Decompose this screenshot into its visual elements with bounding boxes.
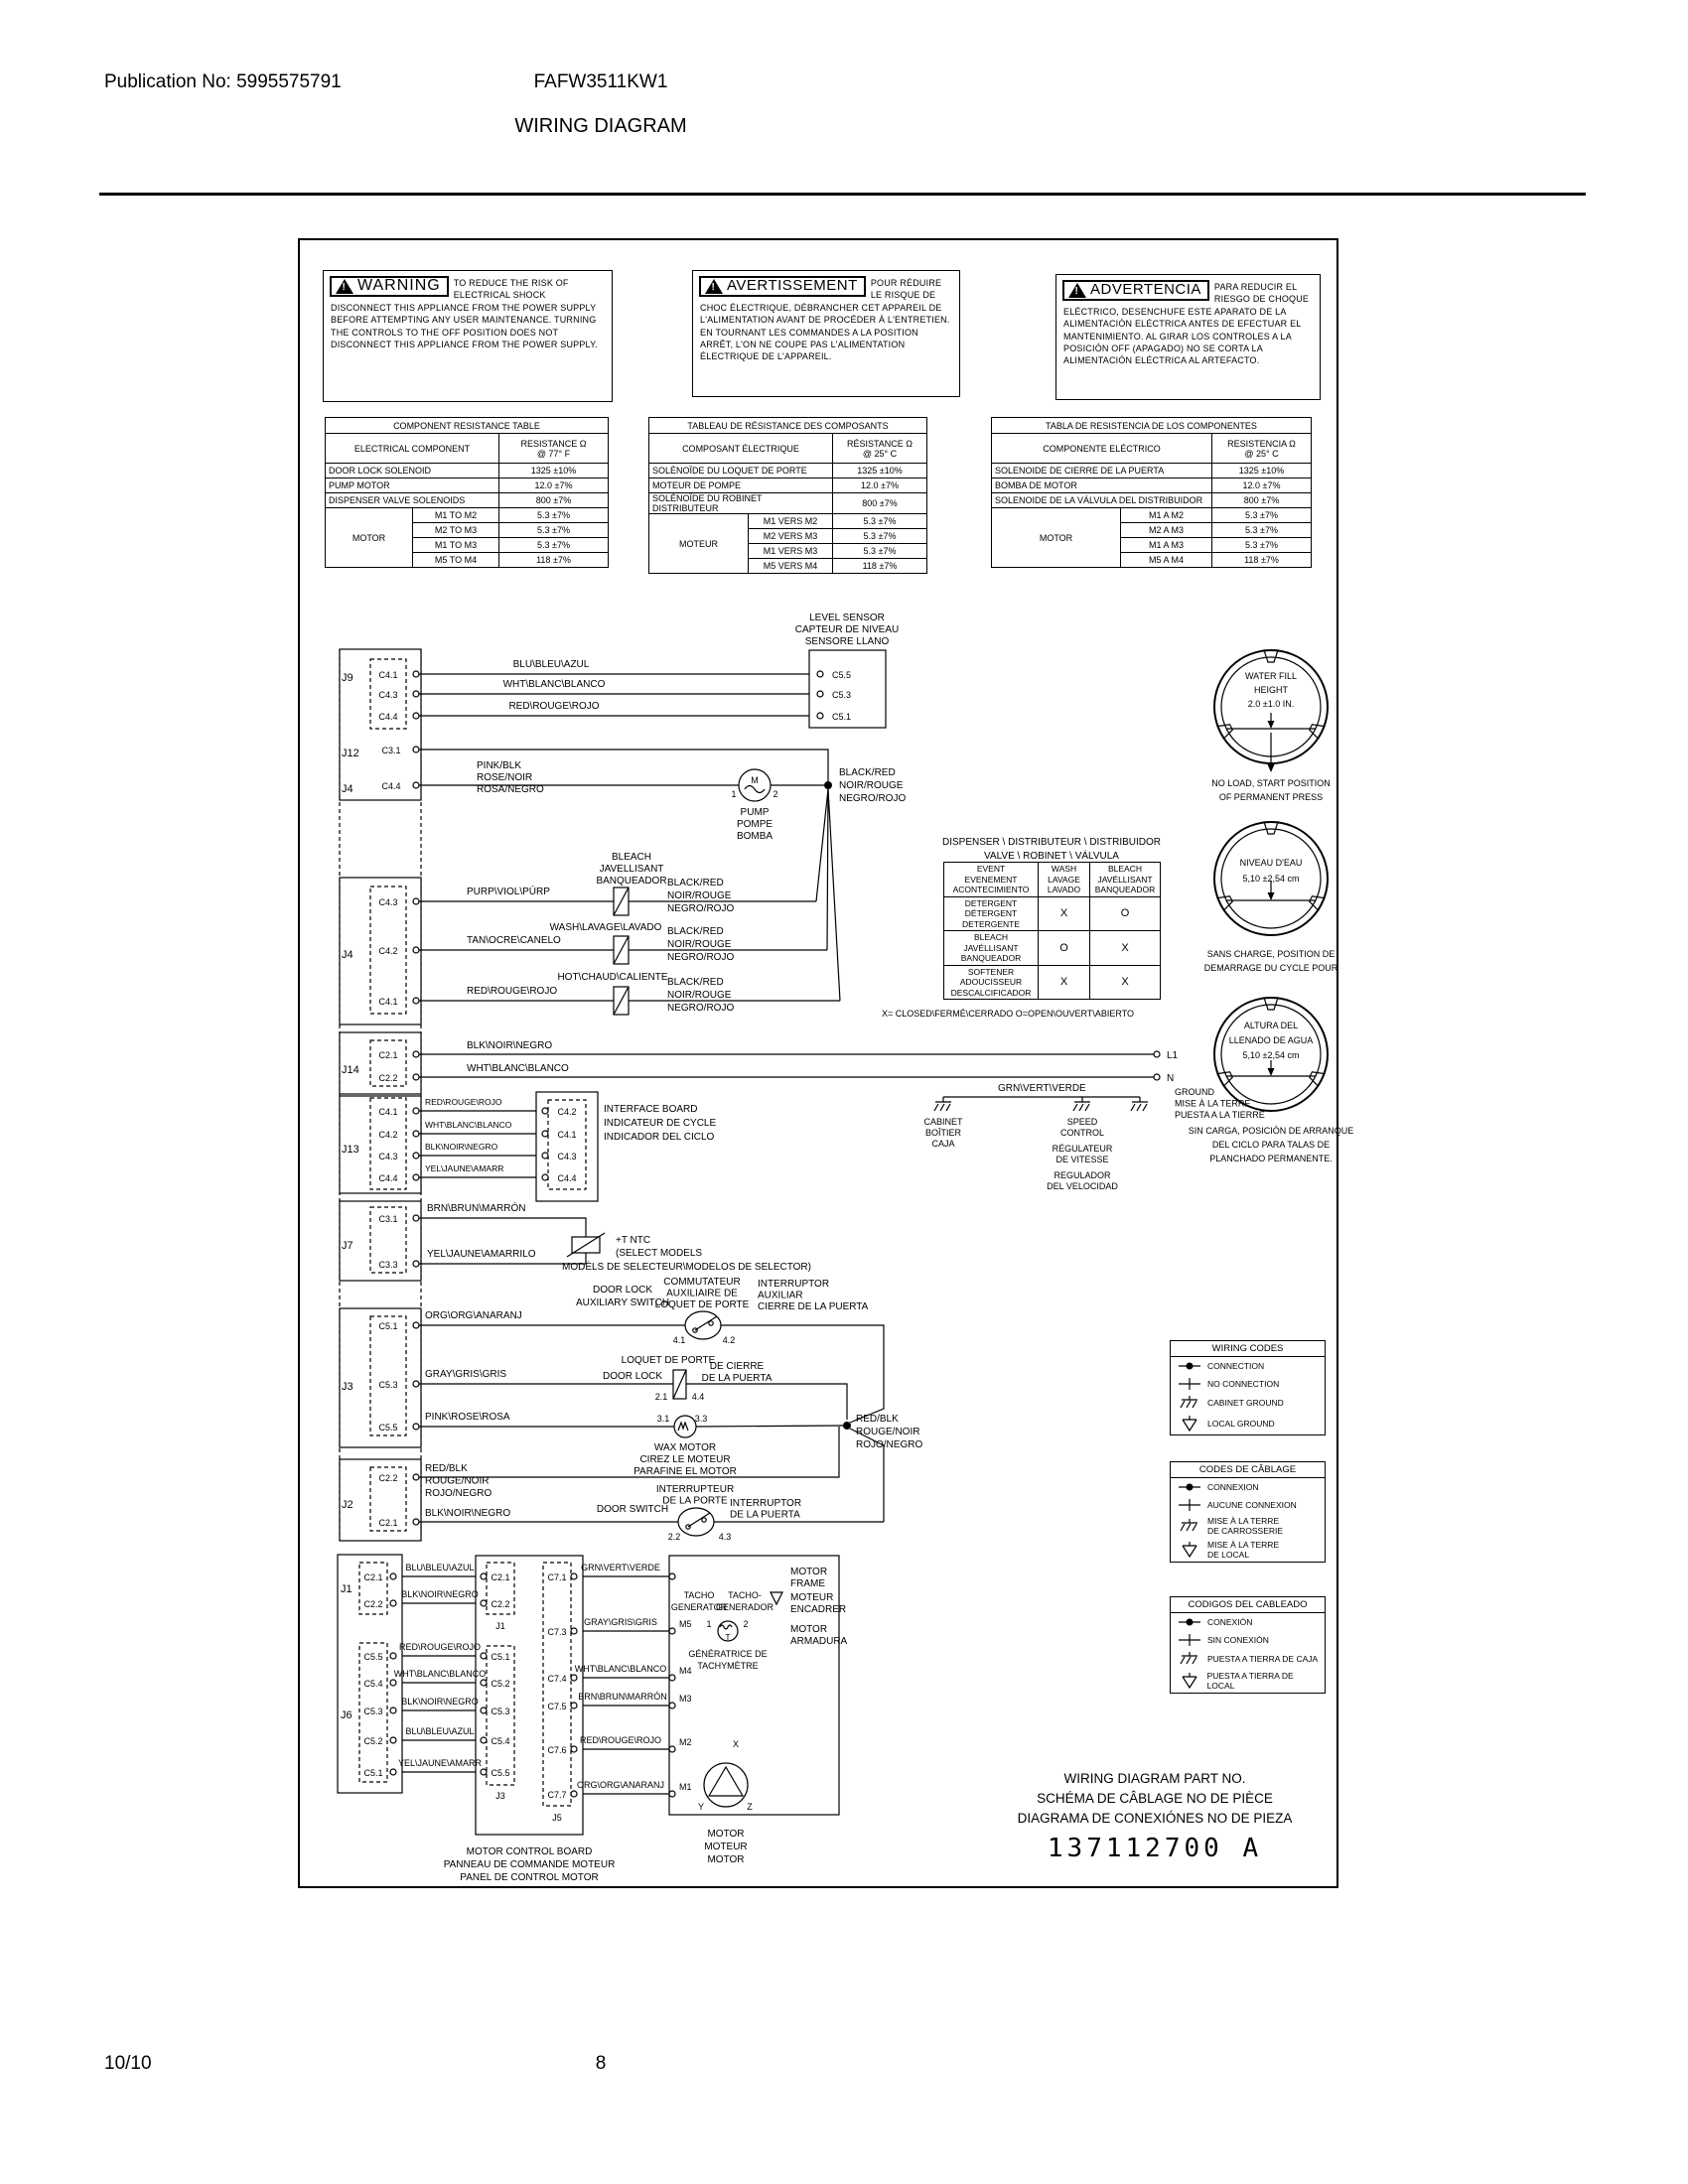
door-switch-label-fr: INTERRUPTEUR DE LA PORTE: [655, 1484, 735, 1507]
pin-label: C4.1: [378, 997, 398, 1007]
motor-terminal: M5: [679, 1619, 692, 1629]
tacho-symbol-letter: T: [725, 1632, 731, 1642]
wire-label: RED\ROUGE\ROJO: [579, 1735, 662, 1745]
col-header: RESISTENCIA Ω @ 25° C: [1212, 434, 1312, 464]
wire-label: RED/BLK ROUGE/NOIR ROJO/NEGRO: [425, 1463, 492, 1499]
legend-item: LOCAL GROUND: [1207, 1419, 1275, 1429]
table-title: COMPONENT RESISTANCE TABLE: [326, 418, 609, 434]
pin-label: C5.3: [363, 1706, 383, 1716]
cell: SOLENOIDE DE LA VÁLVULA DEL DISTRIBUIDOR: [992, 493, 1212, 508]
pin-label: C5.5: [378, 1423, 398, 1433]
partno-line: SCHÉMA DE CÂBLAGE NO DE PIÈCE: [1037, 1791, 1273, 1806]
cell: 5.3 ±7%: [833, 544, 927, 559]
legend-item: PUESTA A TIERRA DE CAJA: [1207, 1654, 1319, 1664]
pin-label: C2.2: [491, 1599, 510, 1609]
wire-label: BRN\BRUN\MARRÓN: [578, 1692, 667, 1702]
solenoid-label: BLEACH JAVELLISANT BANQUEADOR: [596, 852, 667, 887]
motor-terminal: Y: [697, 1802, 705, 1812]
pin-number: 2.2: [667, 1532, 681, 1542]
cell: M1 A M3: [1121, 538, 1212, 553]
pin-label: C5.1: [491, 1652, 510, 1662]
water-fill-text-es: ALTURA DEL LLENADO DE AGUA 5,10 ±2,54 cm: [1228, 1021, 1314, 1060]
cell: DOOR LOCK SOLENOID: [326, 464, 499, 478]
connector-label: J9: [342, 672, 353, 684]
tacho-label-en: TACHO GENERATOR: [670, 1590, 728, 1612]
motor-terminal: M3: [679, 1694, 692, 1704]
cell: 5.3 ±7%: [499, 523, 609, 538]
pin-label: C2.2: [378, 1473, 398, 1483]
cell: M2 A M3: [1121, 523, 1212, 538]
connector-label: J1: [341, 1583, 352, 1595]
pin-label: C4.3: [378, 897, 398, 907]
ntc-label: +T NTC: [616, 1235, 651, 1246]
pin-label: C4.1: [378, 1107, 398, 1117]
wire-label: WHT\BLANC\BLANCO: [574, 1664, 667, 1674]
wax-motor-label: WAX MOTOR CIREZ LE MOTEUR PARAFINE EL MOTOR: [633, 1442, 737, 1477]
pin-label: C4.3: [378, 690, 398, 700]
cell: O: [1039, 931, 1090, 966]
door-lock-aux-label-fr: COMMUTATEUR AUXILIAIRE DE LOQUET DE PORTE: [654, 1277, 750, 1310]
pin-label: C7.7: [547, 1790, 567, 1800]
cell: 1325 ±10%: [1212, 464, 1312, 478]
motor-frame-label-es: MOTOR ARMADURA: [790, 1624, 848, 1647]
wire-label: BRN\BRUN\MARRÓN: [427, 1203, 526, 1214]
pin-label: C4.4: [381, 781, 401, 791]
door-switch-label-es: INTERRUPTOR DE LA PUERTA: [730, 1498, 802, 1521]
pin-label: C2.1: [378, 1050, 398, 1060]
col-header: RESISTANCE Ω @ 77° F: [499, 434, 609, 464]
connector-label: J4: [342, 783, 353, 795]
table-title: TABLA DE RESISTENCIA DE LOS COMPONENTES: [992, 418, 1312, 434]
col-header: ELECTRICAL COMPONENT: [326, 434, 499, 464]
connector-label: J13: [342, 1144, 359, 1156]
page-title: WIRING DIAGRAM: [514, 115, 687, 137]
motor-frame-label-en: MOTOR FRAME: [790, 1567, 828, 1589]
pin-label: C5.5: [491, 1768, 510, 1778]
wire-label: RED\ROUGE\ROJO: [425, 1097, 502, 1107]
cell: SOLÉNOÏDE DU ROBINET DISTRIBUTEUR: [649, 493, 833, 514]
dispenser-title: DISPENSER \ DISTRIBUTEUR \ DISTRIBUIDOR: [941, 837, 1162, 848]
connector-label: J12: [342, 748, 359, 759]
speed-control-label-es: REGULADOR DEL VELOCIDAD: [1047, 1170, 1118, 1191]
water-fill-text: WATER FILL HEIGHT 2.0 ±1.0 IN.: [1244, 671, 1298, 709]
cell: M2 VERS M3: [749, 529, 833, 544]
interface-board-label: INTERFACE BOARD INDICATEUR DE CYCLE INDICADOR DEL CICLO: [604, 1104, 717, 1143]
cell: X: [1090, 965, 1161, 1000]
cell: PUMP MOTOR: [326, 478, 499, 493]
motor-label: MOTOR MOTEUR MOTOR: [704, 1829, 748, 1865]
pin-label: C7.1: [547, 1572, 567, 1582]
wire-label: YEL\JAUNE\AMARR: [397, 1758, 483, 1768]
part-number: 137112700 A: [1047, 1834, 1263, 1863]
footer-page-number: 8: [595, 2053, 607, 2074]
cell: M5 TO M4: [413, 553, 499, 568]
pin-label: C2.1: [491, 1572, 510, 1582]
pin-label: C4.1: [378, 670, 398, 680]
cell: SOFTENER ADOUCISSEUR DESCALCIFICADOR: [944, 965, 1039, 1000]
legend-item: CONNEXION: [1207, 1482, 1259, 1492]
wire-label: PURP\VIOL\PÚRP: [467, 887, 550, 897]
wire-label: ORG\ORG\ANARANJ: [425, 1310, 522, 1321]
tacho-label-fr: GÉNÉRATRICE DE TACHYMÈTRE: [688, 1649, 768, 1671]
cell: 118 ±7%: [499, 553, 609, 568]
cell: 118 ±7%: [1212, 553, 1312, 568]
cell: M1 VERS M2: [749, 514, 833, 529]
pump-label: PUMP POMPE BOMBA: [736, 807, 774, 842]
cell: X: [1039, 896, 1090, 931]
pin-label: C3.1: [381, 746, 401, 755]
pin-number: 1: [706, 1619, 712, 1629]
wire-label: RED\ROUGE\ROJO: [508, 701, 600, 712]
pin-label: C4.2: [378, 946, 398, 956]
door-lock-label-en: DOOR LOCK: [602, 1371, 663, 1382]
legend-item: NO CONNECTION: [1207, 1379, 1280, 1389]
warning-title-text: WARNING: [357, 277, 441, 295]
wire-label: GRN\VERT\VERDE: [581, 1563, 660, 1572]
connector-label: J4: [342, 949, 353, 961]
motor-terminal: Z: [747, 1802, 753, 1812]
solenoid-label: HOT\CHAUD\CALIENTE: [557, 972, 668, 983]
cell: SOLENOIDE DE CIERRE DE LA PUERTA: [992, 464, 1212, 478]
cell: M1 TO M3: [413, 538, 499, 553]
pin-number: 4.4: [691, 1392, 705, 1402]
pin-number: 3.1: [656, 1414, 670, 1424]
pin-number: 1: [731, 789, 737, 799]
cell: 800 ±7%: [833, 493, 927, 514]
pin-label: C5.5: [363, 1652, 383, 1662]
pin-label: C5.1: [363, 1768, 383, 1778]
water-fill-caption-es: SIN CARGA, POSICIÓN DE ARRANQUE DEL CICLO PARA TALAS DE PLANCHADO PERMANENTE.: [1188, 1126, 1354, 1163]
publication-number: Publication No: 5995575791: [104, 71, 342, 92]
wire-label: BLU\BLEU\AZUL: [512, 659, 590, 670]
level-sensor-label: LEVEL SENSOR CAPTEUR DE NIVEAU SENSORE LLANO: [794, 613, 900, 647]
table-title: TABLEAU DE RÉSISTANCE DES COMPOSANTS: [649, 418, 927, 434]
warning-body-fr: POUR RÉDUIRE LE RISQUE DE CHOC ÉLECTRIQUE, DÉBRANCHER CET APPAREIL DE L'ALIMENTATION AVANT DE PROCÉDER À L'ENTRETIEN. EN TOURNANT LES COMMANDES A LA POSITION ARRÊT, L'ON NE COUPE PAS L'ALIMENTATION ÉLECTRIQUE DE L'APPAREIL.: [700, 278, 950, 362]
wire-label: BLACK/RED NOIR/ROUGE NEGRO/ROJO: [667, 977, 735, 1014]
pin-label: C3.1: [378, 1214, 398, 1224]
speed-control-label: SPEED CONTROL: [1059, 1117, 1105, 1138]
wire-label: BLK\NOIR\NEGRO: [425, 1508, 511, 1519]
model-number: FAFW3511KW1: [533, 71, 668, 92]
pump-motor-symbol: [739, 769, 771, 801]
pin-label: C7.4: [547, 1674, 567, 1684]
pin-label: C5.1: [832, 712, 852, 722]
motor-frame-label-fr: MOTEUR ENCADRER: [790, 1592, 847, 1615]
legend-title: CODES DE CÂBLAGE: [1171, 1462, 1325, 1478]
col-header: COMPOSANT ÉLECTRIQUE: [649, 434, 833, 464]
motor-terminal: M4: [679, 1666, 692, 1676]
cell: MOTEUR: [649, 514, 749, 574]
pin-label: C4.4: [378, 1173, 398, 1183]
motor-symbol-letter: M: [751, 775, 759, 785]
legend-item: CONNECTION: [1207, 1361, 1265, 1371]
cell: 5.3 ±7%: [1212, 523, 1312, 538]
wire-label: PINK\ROSE\ROSA: [425, 1412, 510, 1423]
pin-label: C2.2: [378, 1073, 398, 1083]
wire-label: WHT\BLANC\BLANCO: [502, 679, 606, 690]
legend-title: WIRING CODES: [1171, 1341, 1325, 1357]
wire-label: WHT\BLANC\BLANCO: [467, 1063, 569, 1074]
pin-label: C4.2: [557, 1107, 577, 1117]
footer-revision: 10/10: [104, 2053, 152, 2074]
pin-label: C5.2: [363, 1736, 383, 1746]
wire-label: WHT\BLANC\BLANCO: [425, 1120, 512, 1130]
pin-label: C2.1: [378, 1518, 398, 1528]
cell: 5.3 ±7%: [499, 538, 609, 553]
pin-label: C5.5: [832, 670, 852, 680]
pin-number: 4.1: [672, 1335, 686, 1345]
cell: BOMBA DE MOTOR: [992, 478, 1212, 493]
cell: 5.3 ±7%: [833, 529, 927, 544]
pin-label: C7.5: [547, 1702, 567, 1711]
cell: 5.3 ±7%: [1212, 508, 1312, 523]
legend-item: AUCUNE CONNEXION: [1207, 1500, 1297, 1510]
door-lock-aux-label-en: DOOR LOCK AUXILIARY SWITCH: [575, 1285, 670, 1308]
wire-label: TAN\OCRE\CANELO: [467, 935, 561, 946]
pin-label: C2.1: [363, 1572, 383, 1582]
cell: 12.0 ±7%: [499, 478, 609, 493]
pin-number: 2: [773, 789, 778, 799]
wire-label: GRAY\GRIS\GRIS: [584, 1617, 657, 1627]
pin-label: C4.4: [557, 1173, 577, 1183]
cell: 1325 ±10%: [499, 464, 609, 478]
pin-number: 3.3: [694, 1414, 708, 1424]
pin-label: C7.6: [547, 1745, 567, 1755]
motor-terminal: M1: [679, 1782, 692, 1792]
cell: M1 A M2: [1121, 508, 1212, 523]
wire-label: BLU\BLEU\AZUL: [405, 1726, 475, 1736]
pin-number: 4.3: [718, 1532, 732, 1542]
wire-label: YEL\JAUNE\AMARR: [425, 1163, 504, 1173]
connector-label: J7: [342, 1240, 353, 1252]
legend-item: MISE À LA TERRE DE CARROSSERIE: [1207, 1516, 1284, 1536]
cell: 800 ±7%: [1212, 493, 1312, 508]
cell: SOLÉNOÏDE DU LOQUET DE PORTE: [649, 464, 833, 478]
pin-label: C2.2: [363, 1599, 383, 1609]
pin-label: C7.3: [547, 1627, 567, 1637]
cell: M5 VERS M4: [749, 559, 833, 574]
warning-body-es: PARA REDUCIR EL RIESGO DE CHOQUE ELÉCTRICO, DESENCHUFE ESTE APARATO DE LA ALIMENTACIÓN ELÉCTRICA ANTES DE EFECTUAR EL MANTENIMIENTO. AL GIRAR LOS CONTROLES A LA POSICIÓN OFF (APAGADO) NO SE CORTA LA ALIMENTACIÓN ELÉCTRICA AL ARTEFACTO.: [1063, 282, 1310, 366]
wire-label: RED/BLK ROUGE/NOIR ROJO/NEGRO: [856, 1414, 923, 1450]
ground-symbols: [934, 1097, 1148, 1111]
cell: 5.3 ±7%: [1212, 538, 1312, 553]
wire-label: WHT\BLANC\BLANCO: [393, 1669, 487, 1679]
cell: O: [1090, 896, 1161, 931]
pin-label: C5.3: [378, 1380, 398, 1390]
wire-label: BLACK/RED NOIR/ROUGE NEGRO/ROJO: [667, 926, 735, 963]
wire-label: RED\ROUGE\ROJO: [398, 1642, 482, 1652]
col-header: WASH LAVAGE LAVADO: [1039, 863, 1090, 897]
wire-label: BLK\NOIR\NEGRO: [425, 1142, 498, 1152]
cell: M5 A M4: [1121, 553, 1212, 568]
door-lock-label-es: DE CIERRE DE LA PUERTA: [701, 1361, 773, 1384]
wire-label: BLACK/RED NOIR/ROUGE NEGRO/ROJO: [667, 878, 735, 914]
pin-label: C5.3: [832, 690, 852, 700]
legend-item: SIN CONEXIÓN: [1207, 1635, 1269, 1645]
pin-label: C5.4: [363, 1679, 383, 1689]
cell: 800 ±7%: [499, 493, 609, 508]
wire-label: RED\ROUGE\ROJO: [467, 986, 558, 997]
wire-label: BLU\BLEU\AZUL: [405, 1563, 475, 1572]
col-header: EVENT EVENEMENT ACONTECIMIENTO: [944, 863, 1039, 897]
pin-label: C4.3: [557, 1152, 577, 1161]
pin-label: C4.4: [378, 712, 398, 722]
legend-item: PUESTA A TIERRA DE LOCAL: [1206, 1671, 1294, 1691]
pin-number: 2.1: [654, 1392, 668, 1402]
solenoid-label: WASH\LAVAGE\LAVADO: [549, 922, 662, 933]
wire-label: BLACK/RED NOIR/ROUGE NEGRO/ROJO: [839, 767, 907, 804]
col-header: COMPONENTE ELÉCTRICO: [992, 434, 1212, 464]
wire-label: GRN\VERT\VERDE: [998, 1083, 1086, 1094]
warning-title-text: ADVERTENCIA: [1090, 281, 1201, 299]
pin-number: 2: [743, 1619, 749, 1629]
board-label: MOTOR CONTROL BOARD PANNEAU DE COMMANDE MOTEUR PANEL DE CONTROL MOTOR: [443, 1846, 616, 1883]
door-lock-label-fr: LOQUET DE PORTE: [621, 1355, 716, 1366]
cell: DETERGENT DÉTERGENT DETERGENTE: [944, 896, 1039, 931]
cell: X: [1039, 965, 1090, 1000]
cell: MOTOR: [992, 508, 1121, 568]
connector-label: J1: [495, 1621, 505, 1631]
cell: 118 ±7%: [833, 559, 927, 574]
cell: 5.3 ±7%: [499, 508, 609, 523]
legend-item: CABINET GROUND: [1207, 1398, 1284, 1408]
wire-label: GRAY\GRIS\GRIS: [425, 1369, 507, 1380]
pin-label: C5.4: [491, 1736, 510, 1746]
legend-item: CONEXIÓN: [1207, 1617, 1253, 1627]
cabinet-ground-label: CABINET BOÎTIER CAJA: [923, 1117, 963, 1149]
legend-item: MISE À LA TERRE DE LOCAL: [1207, 1540, 1280, 1560]
cell: M1 VERS M3: [749, 544, 833, 559]
pin-number: 4.2: [722, 1335, 736, 1345]
door-switch-label-en: DOOR SWITCH: [596, 1504, 669, 1515]
motor-terminal: X: [732, 1739, 740, 1749]
col-header: RÉSISTANCE Ω @ 25° C: [833, 434, 927, 464]
col-header: BLEACH JAVÉLLISANT BANQUEADOR: [1090, 863, 1161, 897]
cell: X: [1090, 931, 1161, 966]
pin-label: C4.1: [557, 1130, 577, 1140]
legend-title: CODIGOS DEL CABLEADO: [1171, 1597, 1325, 1613]
water-fill-caption-fr: SANS CHARGE, POSITION DE DEMARRAGE DU CYCLE POUR: [1203, 949, 1338, 973]
door-lock-aux-label-es: INTERRUPTOR AUXILIAR CIERRE DE LA PUERTA: [758, 1279, 869, 1312]
cell: BLEACH JAVÉLLISANT BANQUEADOR: [944, 931, 1039, 966]
connector-label: J6: [341, 1709, 352, 1721]
connector-label: J2: [342, 1499, 353, 1511]
wire-label: PINK/BLK ROSE/NOIR ROSA/NEGRO: [477, 760, 544, 795]
pin-label: C5.3: [491, 1706, 510, 1716]
water-fill-caption: NO LOAD, START POSITION OF PERMANENT PRESS: [1211, 778, 1331, 802]
ntc-label: MODÈLS DE SELECTEUR\MODELOS DE SELECTOR): [562, 1262, 811, 1273]
pin-label: C3.3: [378, 1260, 398, 1270]
cell: M1 TO M2: [413, 508, 499, 523]
partno-line: WIRING DIAGRAM PART NO.: [1063, 1771, 1246, 1786]
ntc-label: (SELECT MODELS: [616, 1248, 703, 1259]
cell: 12.0 ±7%: [833, 478, 927, 493]
warning-body-en: TO REDUCE THE RISK OF ELECTRICAL SHOCK DISCONNECT THIS APPLIANCE FROM THE POWER SUPPLY BEFORE ATTEMPTING ANY USER MAINTENANCE. TURNING THE CONTROLS TO THE OFF POSITION DOES NOT DISCONNECT THIS APPLIANCE FROM THE POWER SUPPLY.: [331, 278, 598, 350]
connector-label: J3: [342, 1381, 353, 1393]
wire-label: ORG\ORG\ANARANJ: [576, 1780, 665, 1790]
connector-label: J5: [552, 1813, 562, 1823]
dispenser-footnote: X= CLOSED\FERMÉ\CERRADO O=OPEN\OUVERT\ABIERTO: [882, 1009, 1135, 1019]
motor-terminal: M2: [679, 1737, 692, 1747]
pin-label: C4.2: [378, 1130, 398, 1140]
wire-label: BLK\NOIR\NEGRO: [467, 1040, 553, 1051]
partno-line: DIAGRAMA DE CONEXIÓNES NO DE PIEZA: [1017, 1811, 1293, 1826]
pin-label: C4.3: [378, 1152, 398, 1161]
wire-label: BLK\NOIR\NEGRO: [401, 1589, 479, 1599]
wire-label: YEL\JAUNE\AMARRILO: [427, 1249, 536, 1260]
tacho-label-es: TACHO-GENERADOR: [715, 1590, 774, 1612]
cell: 1325 ±10%: [833, 464, 927, 478]
ground-label: GROUND MISE À LA TERRE PUESTA A LA TIERRE: [1175, 1087, 1265, 1120]
cell: M2 TO M3: [413, 523, 499, 538]
pin-label: C5.1: [378, 1321, 398, 1331]
cell: MOTEUR DE POMPE: [649, 478, 833, 493]
dispenser-title: VALVE \ ROBINET \ VÁLVULA: [984, 851, 1119, 862]
cell: DISPENSER VALVE SOLENOIDS: [326, 493, 499, 508]
cell: 12.0 ±7%: [1212, 478, 1312, 493]
speed-control-label-fr: RÉGULATEUR DE VITESSE: [1052, 1144, 1113, 1164]
water-fill-text-fr: NIVEAU D'EAU 5,10 ±2,54 cm: [1239, 858, 1303, 884]
terminal-label: N: [1167, 1073, 1175, 1084]
cell: MOTOR: [326, 508, 413, 568]
cell: 5.3 ±7%: [833, 514, 927, 529]
terminal-label: L1: [1167, 1050, 1179, 1061]
warning-title-text: AVERTISSEMENT: [727, 277, 858, 295]
connector-label: J14: [342, 1064, 359, 1076]
wire-label: BLK\NOIR\NEGRO: [401, 1697, 479, 1706]
connector-label: J3: [495, 1791, 505, 1801]
pin-label: C5.2: [491, 1679, 510, 1689]
